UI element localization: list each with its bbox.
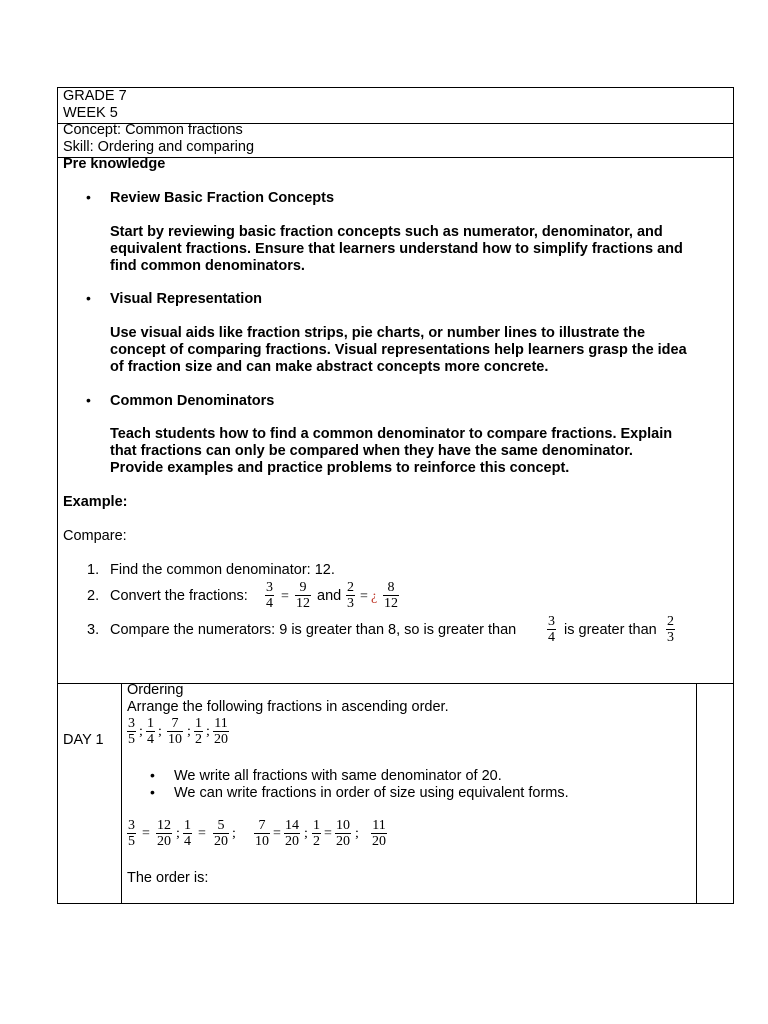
grade-label: GRADE 7 (63, 88, 127, 104)
section-line: that fractions can only be compared when they have the same denominator. (110, 443, 633, 459)
day-label: DAY 1 (63, 732, 104, 748)
example-heading: Example: (63, 494, 128, 510)
fraction: 3 4 (266, 580, 273, 611)
step-number: 3. (87, 622, 100, 638)
section-line: concept of comparing fractions. Visual representations help learners grasp the idea (110, 342, 687, 358)
separator: ; (355, 826, 359, 841)
bullet-icon: • (150, 767, 155, 783)
equals-sign: = (324, 826, 332, 841)
separator: ; (206, 724, 210, 739)
fraction: 1 4 (147, 716, 154, 747)
bullet-icon: • (86, 290, 91, 306)
section-line: of fraction size and can make abstract concepts more concrete. (110, 359, 549, 375)
separator: ; (232, 826, 236, 841)
section-line: Use visual aids like fraction strips, pie charts, or number lines to illustrate the (110, 325, 646, 341)
fraction: 12 20 (157, 818, 171, 849)
skill-label: Skill: Ordering and comparing (63, 139, 255, 155)
step-number: 2. (87, 588, 100, 604)
bullet-icon: • (86, 189, 91, 205)
equals-sign: = (273, 826, 281, 841)
bullet-icon: • (150, 784, 155, 800)
concept-label: Concept: Common fractions (63, 122, 243, 138)
fraction: 2 3 (347, 580, 354, 611)
fraction: 7 10 (255, 818, 269, 849)
fraction: 11 20 (214, 716, 228, 747)
section-line: equivalent fractions. Ensure that learners understand how to simplify fractions and (110, 241, 683, 257)
fraction: 14 20 (285, 818, 299, 849)
section-line: Start by reviewing basic fraction concepts such as numerator, denominator, and (110, 224, 663, 240)
fraction: 3 4 (548, 614, 555, 645)
fraction: 3 5 (128, 716, 135, 747)
fraction: 3 5 (128, 818, 135, 849)
fraction: 10 20 (336, 818, 350, 849)
separator: ; (176, 826, 180, 841)
is-greater-than-text: is greater than (564, 622, 657, 638)
day-instruction: Arrange the following fractions in ascending order. (127, 699, 449, 715)
section-title: Visual Representation (110, 291, 263, 307)
fraction: 2 3 (667, 614, 674, 645)
step-text: Compare the numerators: 9 is greater than 8, so is greater than (110, 622, 517, 638)
fraction: 7 10 (168, 716, 182, 747)
equals-sign: = (142, 826, 150, 841)
fraction: 9 12 (296, 580, 310, 611)
section-line: Teach students how to find a common denominator to compare fractions. Explain (110, 426, 673, 442)
section-title: Common Denominators (110, 393, 275, 409)
week-label: WEEK 5 (63, 105, 118, 121)
fraction: 11 20 (372, 818, 386, 849)
separator: ; (304, 826, 308, 841)
separator: ; (139, 724, 143, 739)
pre-knowledge-heading: Pre knowledge (63, 156, 166, 172)
step-text: Find the common denominator: 12. (110, 562, 335, 578)
order-label: The order is: (127, 870, 209, 886)
day-title: Ordering (127, 682, 184, 698)
bullet-icon: • (86, 392, 91, 408)
step-number: 1. (87, 562, 100, 578)
inverted-question-mark: ¿ (371, 589, 378, 604)
equals-sign: = (281, 589, 289, 604)
section-title: Review Basic Fraction Concepts (110, 190, 335, 206)
equals-sign: = (198, 826, 206, 841)
col-divider-right (696, 683, 697, 904)
section-line: find common denominators. (110, 258, 305, 274)
and-word: and (317, 588, 342, 604)
day-bullet: We can write fractions in order of size using equivalent forms. (174, 785, 569, 801)
fraction: 1 2 (195, 716, 202, 747)
fraction: 5 20 (214, 818, 228, 849)
day-bullet: We write all fractions with same denominator of 20. (174, 768, 502, 784)
separator: ; (187, 724, 191, 739)
fraction: 8 12 (384, 580, 398, 611)
section-line: Provide examples and practice problems to reinforce this concept. (110, 460, 570, 476)
col-divider-day (121, 683, 122, 904)
equals-sign: = (360, 589, 368, 604)
fraction: 1 2 (313, 818, 320, 849)
compare-label: Compare: (63, 528, 127, 544)
separator: ; (158, 724, 162, 739)
step-text: Convert the fractions: (110, 588, 248, 604)
fraction: 1 4 (184, 818, 191, 849)
